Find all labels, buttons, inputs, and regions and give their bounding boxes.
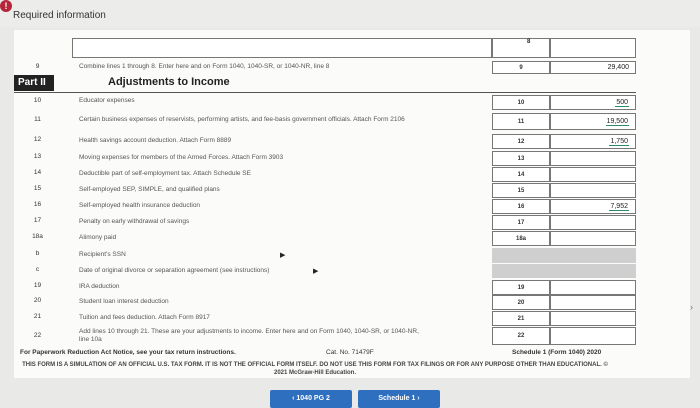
chevron-right-icon: › <box>690 302 693 312</box>
line-number: 9 <box>35 63 40 70</box>
line-description: Health savings account deduction. Attach Form 8889 <box>79 137 232 144</box>
line-value: 7,952 <box>610 203 628 210</box>
line-value: 1,750 <box>610 138 628 145</box>
arrow-right-icon: ▶ <box>313 268 319 275</box>
line-8-label: 8 <box>527 39 531 45</box>
line-22-value-input[interactable] <box>550 327 636 345</box>
part-ii-label: Part II <box>14 75 54 91</box>
paperwork-notice: For Paperwork Reduction Act Notice, see your tax return instructions. <box>20 349 236 356</box>
line-number: 22 <box>33 332 42 339</box>
line-value: 500 <box>616 99 628 106</box>
alert-icon: ! <box>0 0 12 12</box>
line-description: Deductible part of self-employment tax. Attach Schedule SE <box>79 170 251 177</box>
line-21-value-input[interactable] <box>550 311 636 326</box>
line-14-value-input[interactable] <box>550 167 636 182</box>
line-description: Combine lines 1 through 8. Enter here and on Form 1040, 1040-SR, or 1040-NR, line 8 <box>79 63 330 70</box>
line-8-label-cell <box>492 38 550 58</box>
line-description-continued: line 10a <box>79 336 102 343</box>
line-number: 18a <box>32 233 43 240</box>
prev-page-button[interactable]: ‹ 1040 PG 2 <box>270 390 352 408</box>
line-description: Self-employed SEP, SIMPLE, and qualified plans <box>79 186 220 193</box>
line-number: 17 <box>33 217 42 224</box>
line-description: Educator expenses <box>79 97 135 104</box>
line-label-cell: 20 <box>492 295 550 310</box>
line-8-value-input[interactable] <box>550 38 636 58</box>
line-description: Student loan interest deduction <box>79 298 169 305</box>
next-page-button[interactable]: Schedule 1 › <box>358 390 440 408</box>
line-number: 15 <box>33 185 42 192</box>
simulation-disclaimer: THIS FORM IS A SIMULATION OF AN OFFICIAL U.S. TAX FORM. IT IS NOT THE OFFICIAL FORM ITSELF. DO NOT USE THIS FORM FOR TAX FILINGS OR FOR ANY PURPOSE OTHER THAN EDUCATIONAL. © 2021 McGraw-Hill Education. <box>22 362 608 376</box>
arrow-right-icon: ▶ <box>280 252 286 259</box>
line-number: 20 <box>33 297 42 304</box>
line-17-value-input[interactable] <box>550 215 636 230</box>
line-number: 13 <box>33 153 42 160</box>
page-title: Required information <box>13 10 106 21</box>
line-description: Alimony paid <box>79 234 117 241</box>
catalog-number: Cat. No. 71479F <box>326 349 374 356</box>
line-label-cell: 21 <box>492 311 550 326</box>
line-20-value-input[interactable] <box>550 295 636 310</box>
line-description: Self-employed health insurance deduction <box>79 202 201 209</box>
line-label-cell: 10 <box>492 95 550 110</box>
line-19-value-input[interactable] <box>550 280 636 295</box>
line-number: 14 <box>33 169 42 176</box>
line-description: Penalty on early withdrawal of savings <box>79 218 190 225</box>
line-number: 11 <box>34 116 41 123</box>
line-label-cell: 19 <box>492 280 550 295</box>
line-15-value-input[interactable] <box>550 183 636 198</box>
line-10-value-input[interactable] <box>550 95 636 110</box>
line-label-cell: 12 <box>492 134 550 149</box>
line-label-cell: 16 <box>492 199 550 214</box>
line-description: Certain business expenses of reservists, performing artists, and fee-basis government officials. Attach Form 2106 <box>79 116 405 123</box>
line-number: 21 <box>33 313 42 320</box>
line-description: Add lines 10 through 21. These are your adjustments to income. Enter here and on Form 1040, 1040-SR, or 1040-NR, <box>79 328 419 335</box>
line-label-cell: 17 <box>492 215 550 230</box>
line-label-cell: 22 <box>492 327 550 345</box>
shaded-cell <box>550 264 636 278</box>
line-8-description-box[interactable] <box>72 38 492 58</box>
line-12-value-input[interactable] <box>550 134 636 149</box>
line-label-cell: 14 <box>492 167 550 182</box>
line-label-cell: 13 <box>492 151 550 166</box>
divider <box>14 92 636 93</box>
line-number: c <box>35 266 40 273</box>
part-ii-title: Adjustments to Income <box>108 76 230 88</box>
schedule-label: Schedule 1 (Form 1040) 2020 <box>512 349 602 356</box>
line-9-value-input[interactable] <box>550 61 636 74</box>
line-value: 29,400 <box>607 64 629 71</box>
line-number: b <box>35 250 40 257</box>
line-label-cell: 9 <box>492 61 550 74</box>
line-number: 12 <box>33 136 42 143</box>
shaded-cell <box>492 264 550 278</box>
line-value: 19,500 <box>606 118 628 125</box>
line-number: 19 <box>33 282 42 289</box>
shaded-cell <box>550 248 636 263</box>
form-footer <box>20 349 640 356</box>
line-description: IRA deduction <box>79 283 120 290</box>
line-description: Moving expenses for members of the Armed Forces. Attach Form 3903 <box>79 154 284 161</box>
line-16-value-input[interactable] <box>550 199 636 214</box>
line-description: Recipient's SSN <box>79 251 126 258</box>
line-number: 10 <box>33 97 42 104</box>
line-18a-value-input[interactable] <box>550 231 636 246</box>
line-number: 16 <box>33 201 42 208</box>
line-description: Tuition and fees deduction. Attach Form 8917 <box>79 314 210 321</box>
line-label-cell: 15 <box>492 183 550 198</box>
shaded-cell <box>492 248 550 263</box>
line-11-value-input[interactable] <box>550 113 636 130</box>
line-description: Date of original divorce or separation agreement (see instructions) <box>79 267 270 274</box>
line-label-cell: 11 <box>492 113 550 130</box>
line-label-cell: 18a <box>492 231 550 246</box>
line-13-value-input[interactable] <box>550 151 636 166</box>
